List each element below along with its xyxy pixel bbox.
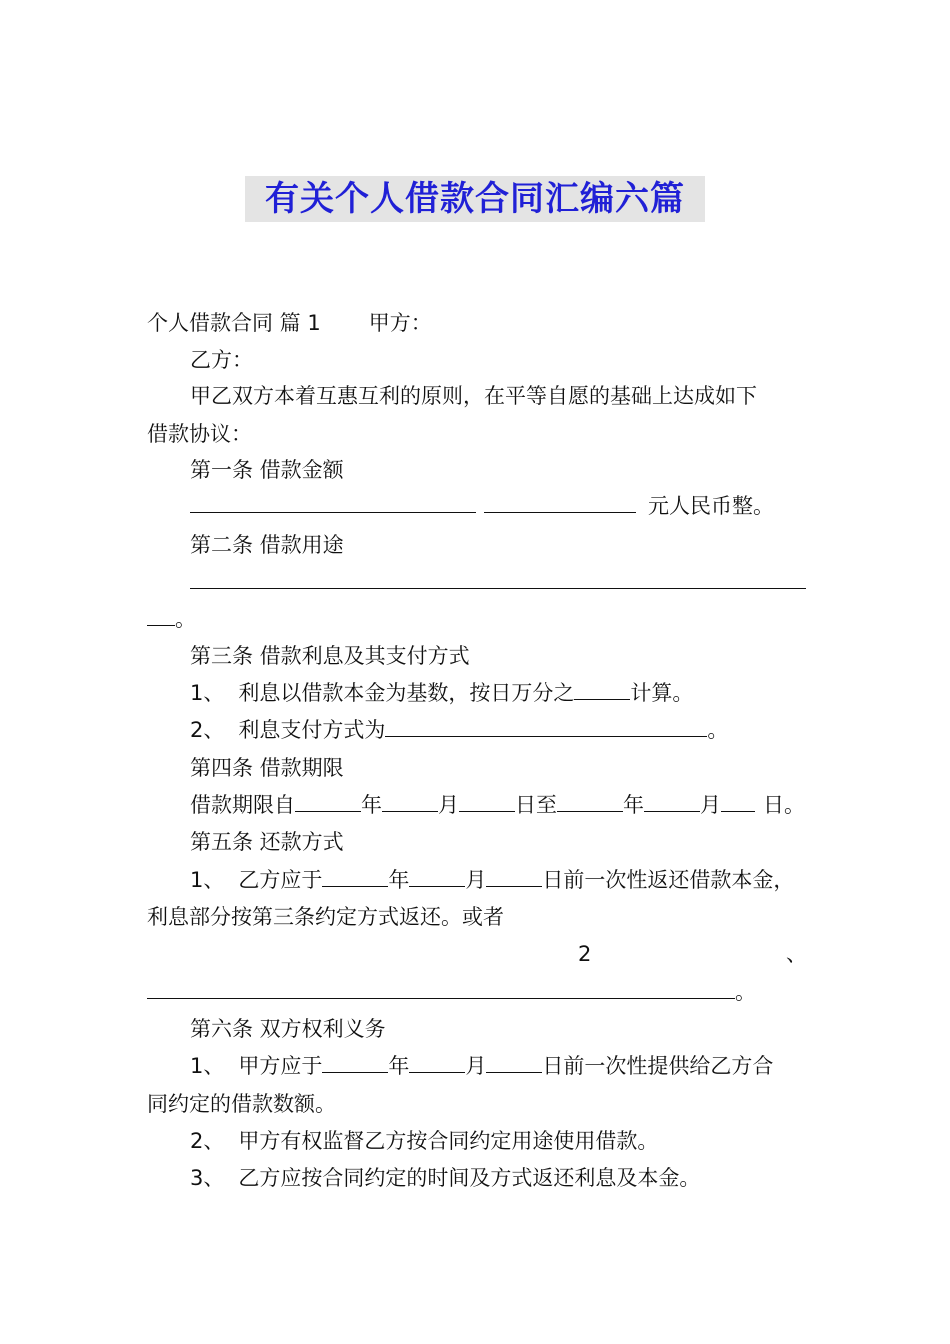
repayment-alt-blank[interactable]	[147, 978, 735, 999]
provide-year-blank[interactable]	[322, 1052, 388, 1073]
article-6-heading: 第六条 双方权利义务	[190, 1017, 386, 1041]
year-label: 年	[361, 793, 382, 817]
preamble-line-1: 甲乙双方本着互惠互利的原则，在平等自愿的基础上达成如下	[190, 384, 757, 408]
obligation-item-3-text: 乙方应按合同约定的时间及方式返还利息及本金。	[238, 1166, 701, 1190]
obligation-text-end: 日前一次性提供给乙方合	[542, 1054, 774, 1078]
interest-payment-suffix: 。	[707, 718, 729, 742]
item-number: 3、	[190, 1166, 225, 1190]
month-label: 月	[465, 1054, 487, 1078]
preamble-line-2: 借款协议：	[147, 422, 252, 446]
obligation-line-2: 同约定的借款数额。	[147, 1092, 336, 1116]
end-day-blank[interactable]	[721, 791, 755, 812]
provide-month-blank[interactable]	[409, 1052, 465, 1073]
obligation-item-2	[190, 1127, 658, 1155]
repayment-line-1	[190, 866, 794, 894]
article-5-heading: 第五条 还款方式	[190, 830, 344, 854]
end-month-blank[interactable]	[644, 791, 700, 812]
amount-blank-2[interactable]	[484, 492, 636, 513]
month-label: 月	[700, 793, 721, 817]
term-text: 借款期限自	[190, 793, 295, 817]
loan-term-line	[190, 791, 805, 819]
amount-suffix: 元人民币整。	[648, 494, 774, 518]
month-label: 月	[438, 793, 459, 817]
item-number: 2、	[190, 718, 225, 742]
party-b-label: 乙方：	[190, 348, 253, 372]
item-2-mark: 、	[786, 942, 807, 966]
purpose-line	[190, 568, 806, 596]
article-1-heading: 第一条 借款金额	[190, 458, 344, 482]
obligation-line-1	[190, 1052, 773, 1080]
repayment-text: 乙方应于	[238, 868, 323, 892]
interest-rate-suffix: 计算。	[630, 681, 694, 705]
repay-month-blank[interactable]	[409, 866, 465, 887]
purpose-blank-cont[interactable]	[147, 605, 175, 626]
item-number: 2、	[190, 1129, 225, 1153]
year-label: 年	[623, 793, 644, 817]
interest-payment-text: 利息支付方式为	[238, 718, 386, 742]
repayment-alt-suffix: 。	[735, 980, 756, 1004]
purpose-suffix: 。	[175, 607, 196, 631]
month-label: 月	[465, 868, 487, 892]
party-a-label: 甲方：	[368, 311, 432, 335]
start-day-blank[interactable]	[459, 791, 515, 812]
interest-payment-blank[interactable]	[385, 716, 707, 737]
obligation-item-3	[190, 1164, 700, 1192]
obligation-text: 甲方应于	[238, 1054, 323, 1078]
repayment-text-end: 日前一次性返还借款本金，	[542, 868, 795, 892]
loan-amount-line	[190, 492, 774, 520]
interest-rate-text: 利息以借款本金为基数，按日万分之	[238, 681, 575, 705]
repayment-alt-line	[147, 978, 756, 1006]
end-year-blank[interactable]	[557, 791, 623, 812]
article-2-heading: 第二条 借款用途	[190, 533, 344, 557]
purpose-line-end	[147, 605, 196, 633]
repay-day-blank[interactable]	[486, 866, 542, 887]
start-year-blank[interactable]	[295, 791, 361, 812]
item-number: 1、	[190, 681, 225, 705]
year-label: 年	[388, 1054, 410, 1078]
document-title: 有关个人借款合同汇编六篇	[245, 176, 705, 222]
interest-payment-line	[190, 716, 728, 744]
interest-rate-line	[190, 679, 693, 707]
repayment-line-2: 利息部分按第三条约定方式返还。或者	[147, 905, 504, 929]
contract-section-title: 个人借款合同 篇 1	[147, 311, 321, 335]
year-label: 年	[388, 868, 410, 892]
contract-heading-line	[147, 309, 432, 337]
day-to-label: 日至	[515, 793, 557, 817]
item-number: 1、	[190, 1054, 225, 1078]
repay-year-blank[interactable]	[322, 866, 388, 887]
interest-rate-blank[interactable]	[574, 679, 630, 700]
day-label: 日。	[763, 793, 805, 817]
provide-day-blank[interactable]	[486, 1052, 542, 1073]
article-3-heading: 第三条 借款利息及其支付方式	[190, 644, 470, 668]
amount-blank-1[interactable]	[190, 492, 476, 513]
article-4-heading: 第四条 借款期限	[190, 756, 344, 780]
item-number: 1、	[190, 868, 225, 892]
start-month-blank[interactable]	[382, 791, 438, 812]
obligation-item-2-text: 甲方有权监督乙方按合同约定用途使用借款。	[238, 1129, 659, 1153]
item-2-number: 2	[578, 942, 592, 966]
purpose-blank[interactable]	[190, 568, 806, 589]
